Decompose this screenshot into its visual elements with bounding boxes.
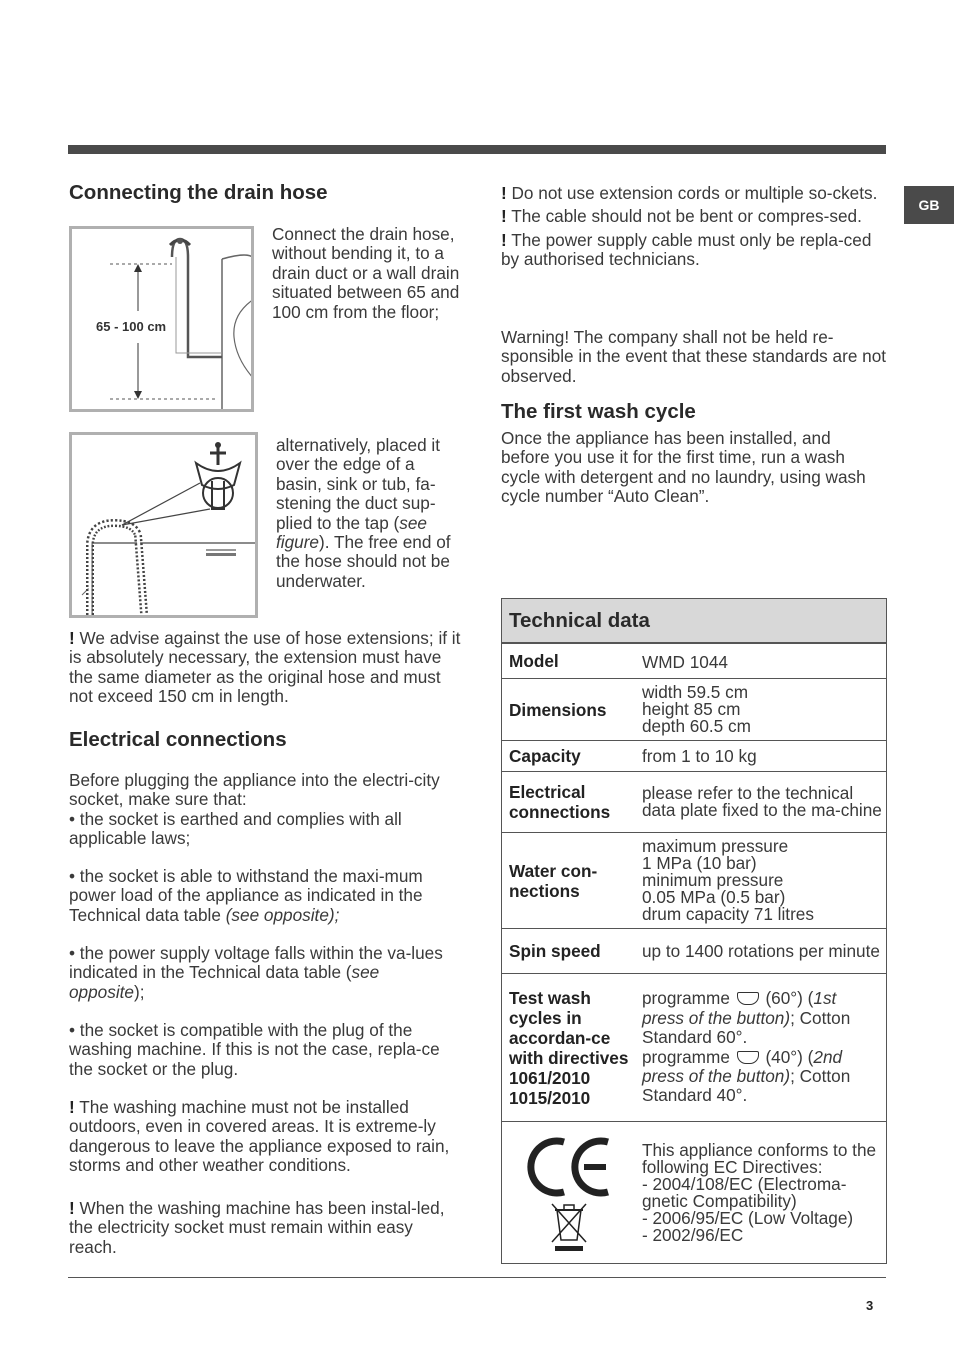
- extension-cord-warning: [501, 184, 881, 203]
- cotton-standard-60: ; Cotton Standard 60°.: [642, 1007, 851, 1048]
- basin-text-a: alternatively, placed it over the edge of a basin, sink or tub, fa-stening the duct sup-plied to the tap (: [276, 435, 441, 533]
- table-row-dimensions: [502, 678, 886, 740]
- header-rule: [68, 145, 886, 154]
- technical-data-heading: Technical data: [502, 599, 886, 643]
- warning-mark: !: [501, 229, 507, 250]
- table-row-capacity: [502, 740, 886, 771]
- electrical-intro-text: Before plugging the appliance into the electri-city socket, make sure that:: [69, 770, 440, 810]
- water-max-value: 1 MPa (10 bar): [642, 853, 757, 873]
- page-number: 3: [866, 1298, 874, 1313]
- temp-40: (40°) (: [760, 1046, 814, 1067]
- test-cycles-value: [636, 974, 886, 1121]
- table-row-spin: [502, 928, 886, 973]
- voltage-see: see opposite: [69, 962, 380, 1002]
- test-cycles-label: Test wash cycles in accordan-ce with directives 1061/2010 1015/2010: [509, 987, 629, 1108]
- extension-cord-text: Do not use extension cords or multiple so-ckets.: [506, 183, 878, 203]
- technical-data-table: [501, 598, 887, 1264]
- cable-bend-warning: [501, 207, 881, 226]
- ce-marks: [502, 1122, 636, 1263]
- basin-hose-figure: [69, 432, 258, 618]
- power-load-see: (see opposite);: [225, 904, 340, 925]
- table-row-model: [502, 643, 886, 678]
- table-row-water: [502, 832, 886, 928]
- reach-warning: [69, 1199, 459, 1257]
- first-wash-text: Once the appliance has been installed, and before you use it for the first time, run a wash cycle with detergent and no laundry, using wash cycle number “Auto Clean”.: [501, 428, 866, 507]
- test-programme-40: [642, 1048, 882, 1106]
- liability-disclaimer: Warning! The company shall not be held re-sponsible in the event that these standards are not observed.: [501, 327, 887, 386]
- footer-rule: [68, 1277, 886, 1278]
- warning-mark: !: [501, 206, 507, 227]
- cord-warnings: [501, 184, 881, 270]
- water-connections-value: [636, 833, 886, 928]
- ce-directive-lv: - 2006/95/EC (Low Voltage): [642, 1207, 854, 1228]
- basin-see-figure: see figure: [276, 512, 427, 553]
- first-press-note: 1st press of the button): [642, 988, 837, 1028]
- electrical-connections-value: please refer to the technical data plate fixed to the ma-chine: [642, 783, 882, 820]
- test-programme-60: [642, 989, 882, 1047]
- power-load-text: • the socket is able to withstand the maxi-mum power load of the appliance as indicated in the Technical data table: [69, 866, 423, 925]
- temp-60: (60°) (: [760, 988, 814, 1009]
- drum-capacity: drum capacity 71 litres: [642, 904, 814, 924]
- second-press-note: 2nd press of the button): [642, 1046, 843, 1086]
- hose-extension-note: [69, 629, 461, 707]
- voltage-text-a: • the power supply voltage falls within the va-lues indicated in the Technical data table (: [69, 943, 443, 983]
- basin-paragraph: [276, 436, 458, 591]
- warning-mark: !: [501, 183, 507, 203]
- drain-height-label: 65 - 100 cm: [96, 319, 167, 334]
- cotton-programme-icon: [737, 992, 759, 1005]
- ce-directive-emc: - 2004/108/EC (Electroma-gnetic Compatibility): [642, 1173, 847, 1211]
- basin-text-b: ). The free end of the hose should not be underwater.: [276, 532, 451, 591]
- capacity-label: Capacity: [509, 746, 581, 766]
- dimensions-value: [636, 679, 886, 740]
- model-value: WMD 1044: [642, 652, 728, 672]
- weee-bin-icon: [552, 1204, 586, 1251]
- programme-word: programme: [642, 1046, 730, 1067]
- socket-earthed-bullet: • the socket is earthed and complies with all applicable laws;: [69, 808, 402, 849]
- drain-duct-paragraph: Connect the drain hose, without bending it, to a drain duct or a wall drain situated between 65 and 100 cm from the floor;: [272, 224, 460, 322]
- cable-replace-text: The power supply cable must only be repla-ced by authorised technicians.: [501, 229, 872, 270]
- first-wash-heading: The first wash cycle: [501, 400, 696, 423]
- electrical-intro: [69, 771, 459, 849]
- programme-word: programme: [642, 988, 730, 1009]
- warning-mark: !: [69, 1097, 75, 1117]
- ce-directive-weee: - 2002/96/EC: [642, 1224, 744, 1245]
- warning-mark: !: [69, 1198, 75, 1218]
- electrical-heading: Electrical connections: [69, 728, 287, 751]
- warning-mark: !: [69, 628, 75, 648]
- voltage-bullet: [69, 944, 459, 1002]
- cable-bend-text: The cable should not be bent or compres-sed.: [506, 206, 862, 227]
- basin-hose-illustration: [72, 435, 255, 615]
- dimension-width: width 59.5 cm: [642, 682, 749, 702]
- power-load-bullet: [69, 867, 459, 925]
- table-row-ce: [502, 1121, 886, 1263]
- ce-intro: This appliance conforms to the following EC Directives:: [642, 1139, 877, 1177]
- language-tab: GB: [904, 186, 954, 224]
- hose-extension-text: We advise against the use of hose extensions; if it is absolutely necessary, the extension must have the same diameter as the original hose and must not exceed 150 cm in length.: [69, 628, 461, 707]
- plug-compatible-bullet: • the socket is compatible with the plug of the washing machine. If this is not the case, repla-ce the socket or the plug.: [69, 1020, 440, 1079]
- cotton-standard-40: ; Cotton Standard 40°.: [642, 1065, 851, 1106]
- drain-hose-heading: Connecting the drain hose: [69, 181, 328, 204]
- water-min-value: 0.05 MPa (0.5 bar): [642, 887, 786, 907]
- table-row-electrical: [502, 771, 886, 832]
- water-max-label: maximum pressure: [642, 836, 789, 856]
- ce-mark-icon: [524, 1134, 614, 1252]
- water-min-label: minimum pressure: [642, 870, 784, 890]
- outdoor-warning-text: The washing machine must not be installed outdoors, even in covered areas. It is extreme-ly dangerous to leave the appliance exposed to rain, storms and other weather conditions.: [69, 1097, 450, 1176]
- capacity-value: from 1 to 10 kg: [642, 745, 757, 766]
- water-connections-label: Water con-nections: [509, 860, 598, 901]
- cotton-programme-icon: [737, 1051, 759, 1064]
- ce-directives: [636, 1122, 886, 1263]
- drain-height-figure: [69, 226, 254, 412]
- model-label: Model: [509, 651, 559, 671]
- table-row-test-cycles: [502, 973, 886, 1121]
- reach-warning-text: When the washing machine has been instal-led, the electricity socket must remain within easy reach.: [69, 1198, 445, 1257]
- outdoor-warning: [69, 1098, 459, 1176]
- electrical-connections-label: Electrical connections: [509, 782, 611, 822]
- dimension-depth: depth 60.5 cm: [642, 716, 751, 736]
- spin-speed-value: up to 1400 rotations per minute: [642, 940, 880, 961]
- spin-speed-label: Spin speed: [509, 941, 601, 961]
- cable-replace-warning: [501, 231, 881, 270]
- drain-height-illustration: [72, 229, 251, 409]
- voltage-text-c: );: [133, 981, 145, 1002]
- dimensions-label: Dimensions: [509, 699, 607, 720]
- dimension-height: height 85 cm: [642, 699, 741, 719]
